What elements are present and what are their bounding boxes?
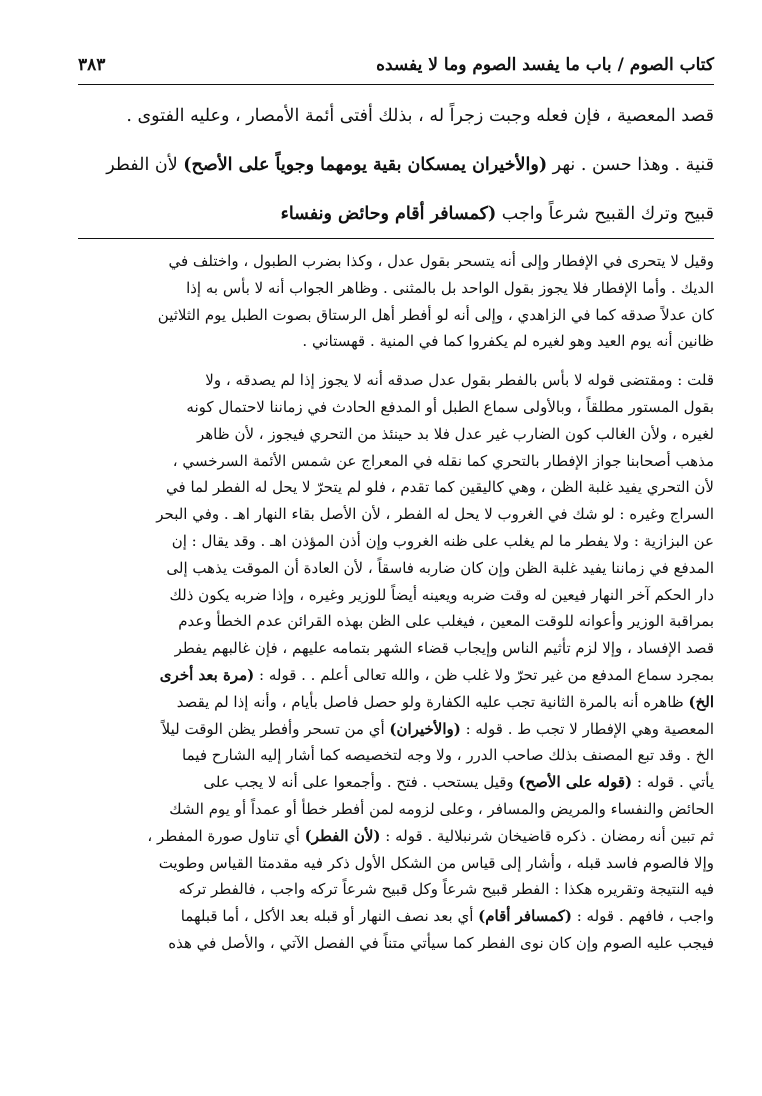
- commentary-line: [78, 662, 714, 689]
- text-run: المدفع في زماننا يفيد غلبة الظن وإن كان ضاربه فاسقاً ، لأن العادة أن الموقت يذهب إلى: [166, 558, 714, 577]
- text-run: وإلا فالصوم فاسد قبله ، وأشار إلى قياس من الشكل الأول ذكر فيه مقدمتا القياس وطويت: [158, 853, 714, 872]
- commentary-line: [78, 769, 714, 796]
- bold-quote: (لأن الفطر): [304, 826, 381, 845]
- text-run: فيه النتيجة وتقريره هكذا : الفطر قبيح شرعاً وكل قبيح شرعاً تركه واجب ، فالفطر تركه: [178, 880, 714, 899]
- page-header: [78, 48, 714, 82]
- commentary-line: [78, 555, 714, 582]
- text-run: عن البزازية : ولا يفطر ما لم يغلب على ظنه الغروب وإن أذن المؤذن اهـ . وقد يقال : إن: [171, 531, 714, 550]
- main-text-line: [78, 92, 714, 141]
- text-run: بمراقبة الوزير وأعوانه للوقت المعين ، فيغلب على الظن بهذه القرائن عدم الخطأ وعدم: [178, 612, 714, 631]
- text-run: قنية . وهذا حسن . نهر: [547, 155, 714, 175]
- text-run: دار الحكم آخر النهار فيعين له وقت ضربه ويعينه أيضاً للوزير وغيره ، وإذا ضربه يكون ذلك: [169, 585, 714, 604]
- commentary-line: [78, 850, 714, 877]
- text-run: ظانين أنه يوم العيد وهو لغيره لم يكفروا كما في المنية . قهستاني .: [302, 332, 714, 351]
- commentary-line: [78, 501, 714, 528]
- text-run: واجب ، فافهم . قوله :: [571, 907, 714, 926]
- commentary-line: [78, 528, 714, 555]
- commentary-line: [78, 635, 714, 662]
- commentary-line: [78, 448, 714, 475]
- text-run: أي بعد نصف النهار أو قبله بعد الأكل ، أما قبلهما: [180, 907, 479, 926]
- text-run: أي تناول صورة المفطر ،: [147, 826, 305, 845]
- bold-quote: (قوله على الأصح): [518, 773, 633, 792]
- text-run: لأن التحري يفيد غلبة الظن ، وهي كاليقين كما تقدم ، فلو لم يتحرّ لا يحل له الفطر لما في: [166, 478, 714, 497]
- text-run: لأن الفطر: [106, 155, 184, 175]
- paragraph-gap: [78, 355, 714, 367]
- text-run: ثم تبين أنه رمضان . ذكره قاضيخان شرنبلالية . قوله :: [380, 826, 714, 845]
- text-run: يأتي . قوله :: [632, 773, 714, 792]
- bold-quote: الخ): [688, 692, 714, 711]
- text-run: وقيل يستحب . فتح . وأجمعوا على أنه لا يجب على: [203, 773, 519, 792]
- commentary-line: [78, 608, 714, 635]
- commentary-line: [78, 328, 714, 355]
- main-text-line: [78, 141, 714, 190]
- commentary-line: [78, 367, 714, 394]
- text-run: بمجرد سماع المدفع من غير تحرّ ولا غلب ظن ، والله تعالى أعلم . . قوله :: [254, 665, 714, 684]
- separator-rule: [78, 238, 714, 239]
- text-run: قصد الإفساد ، وإلا لزم تأثيم الناس وإيجاب قضاء الشهر بتمامه عليهم ، فإن غالبهم يفطر: [174, 639, 714, 658]
- text-run: فيجب عليه الصوم وإن كان نوى الفطر كما سيأتي متناً في الفصل الآتي ، والأصل في هذه: [168, 933, 714, 952]
- commentary-line: [78, 394, 714, 421]
- bold-quote: (والأخيران يمسكان بقية يومهما وجوياً على الأصح): [183, 155, 548, 175]
- text-run: كان عدلاً صدقه كما في الزاهدي ، وإلى أنه لو أفطر أهل الرستاق بصوت الطبل يوم الثلاثين: [157, 305, 714, 324]
- bold-quote: (والأخيران): [389, 719, 461, 738]
- text-run: قصد المعصية ، فإن فعله وجبت زجراً له ، بذلك أفتى أئمة الأمصار ، وعليه الفتوى .: [126, 106, 714, 126]
- text-run: لغيره ، ولأن الغالب كون الضارب غير عدل فلا بد حينئذ من التحري فيجوز ، لأن ظاهر: [196, 424, 714, 443]
- text-run: أي من تسحر وأفطر يظن الوقت ليلاً: [161, 719, 390, 738]
- text-run: قبيح وترك القبيح شرعاً واجب: [496, 204, 714, 224]
- running-title: كتاب الصوم / باب ما يفسد الصوم وما لا يفسده: [376, 55, 714, 75]
- text-run: قلت : ومقتضى قوله لا بأس بالفطر بقول عدل صدقه أنه لا يجوز إذا لم يصدقه ، ولا: [205, 371, 714, 390]
- commentary-line: [78, 930, 714, 957]
- commentary-line: [78, 742, 714, 769]
- text-run: السراج وغيره : لو شك في الغروب لا يحل له الفطر ، لأن الأصل بقاء النهار اهـ . وفي البحر: [156, 505, 714, 524]
- bold-quote: (مرة بعد أخرى: [159, 665, 255, 684]
- bold-quote: (كمسافر أقام): [478, 907, 572, 926]
- commentary-line: [78, 823, 714, 850]
- commentary-line: [78, 876, 714, 903]
- commentary-line: [78, 716, 714, 743]
- main-text: [78, 92, 714, 239]
- page-number: ٣٨٣: [78, 55, 106, 75]
- commentary-line: [78, 796, 714, 823]
- text-run: المعصية وهي الإفطار لا تجب ط . قوله :: [460, 719, 714, 738]
- commentary-line: [78, 474, 714, 501]
- text-run: مذهب أصحابنا جواز الإفطار بالتحري كما نقله في المعراج عن شمس الأئمة السرخسي ،: [172, 451, 714, 470]
- text-run: بقول المستور مطلقاً ، وبالأولى سماع الطبل أو المدفع الحادث في زماننا لاحتمال كونه: [186, 397, 714, 416]
- main-text-line: [78, 190, 714, 239]
- text-run: الحائض والنفساء والمريض والمسافر ، وعلى لزومه لمن أفطر خطأ أو عمداً أو يوم الشك: [169, 799, 714, 818]
- commentary-line: [78, 421, 714, 448]
- commentary-line: [78, 903, 714, 930]
- bold-quote: (كمسافر أقام وحائض ونفساء: [280, 204, 497, 224]
- text-run: الديك . وأما الإفطار فلا يجوز بقول الواحد بل بالمثنى . وظاهر الجواب أنه لا بأس به إذا: [186, 278, 714, 297]
- text-run: وقيل لا يتحرى في الإفطار وإلى أنه يتسحر بقول عدل ، وكذا بضرب الطبول ، واختلف في: [168, 252, 714, 270]
- header-rule: [78, 84, 714, 85]
- commentary-line: [78, 275, 714, 302]
- commentary-line: [78, 248, 714, 275]
- text-run: الخ . وقد تبع المصنف بذلك صاحب الدرر ، ولا وجه لتخصيصه كما أشار إليه الشارح فيما: [182, 746, 714, 765]
- text-run: ظاهره أنه بالمرة الثانية تجب عليه الكفارة ولو حصل فاصل بأيام ، وأنه إذا لم يقصد: [176, 692, 689, 711]
- commentary-text: [78, 248, 714, 957]
- commentary-line: [78, 689, 714, 716]
- commentary-line: [78, 302, 714, 329]
- commentary-line: [78, 582, 714, 609]
